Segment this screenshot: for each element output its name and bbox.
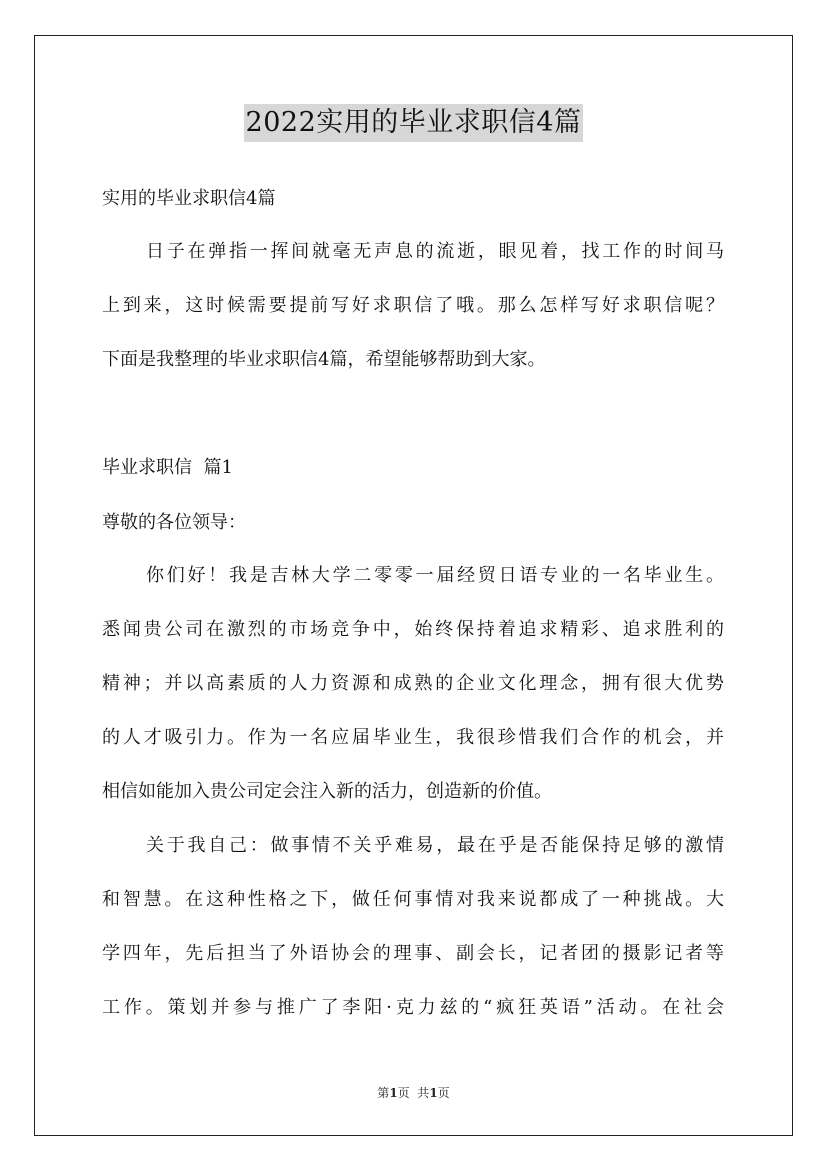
section-heading: 毕业求职信 篇1 [102, 457, 233, 478]
para1-line-1: 你们好！我是吉林大学二零零一届经贸日语专业的一名毕业生。 [146, 565, 724, 586]
intro-line-2: 上到来，这时候需要提前写好求职信了哦。那么怎样写好求职信呢？ [102, 295, 724, 316]
subtitle: 实用的毕业求职信4篇 [102, 188, 276, 209]
para2-line-2: 和智慧。在这种性格之下，做任何事情对我来说都成了一种挑战。大 [102, 889, 724, 910]
para2-line-3: 学四年，先后担当了外语协会的理事、副会长，记者团的摄影记者等 [102, 943, 724, 964]
title-container [0, 104, 827, 142]
page-footer [0, 1084, 827, 1101]
footer-mid: 页 共 [397, 1086, 430, 1100]
para2-line-1: 关于我自己：做事情不关乎难易，最在乎是否能保持足够的激情 [146, 835, 724, 856]
para1-line-2: 悉闻贵公司在激烈的市场竞争中，始终保持着追求精彩、追求胜利的 [102, 619, 724, 640]
document-title: 2022实用的毕业求职信4篇 [244, 104, 584, 142]
footer-page-number: 1 [389, 1086, 398, 1100]
footer-page-total: 1 [429, 1086, 438, 1100]
intro-line-1: 日子在弹指一挥间就毫无声息的流逝，眼见着，找工作的时间马 [146, 241, 724, 262]
para2-line-4: 工作。策划并参与推广了李阳·克力兹的“疯狂英语”活动。在社会 [102, 997, 724, 1018]
para1-line-5: 相信如能加入贵公司定会注入新的活力，创造新的价值。 [102, 781, 552, 802]
salutation: 尊敬的各位领导： [102, 512, 246, 533]
intro-line-3: 下面是我整理的毕业求职信4篇，希望能够帮助到大家。 [102, 349, 546, 370]
para1-line-4: 的人才吸引力。作为一名应届毕业生，我很珍惜我们合作的机会，并 [102, 727, 724, 748]
footer-suffix: 页 [437, 1086, 450, 1100]
para1-line-3: 精神；并以高素质的人力资源和成熟的企业文化理念，拥有很大优势 [102, 673, 724, 694]
footer-prefix: 第 [377, 1086, 390, 1100]
